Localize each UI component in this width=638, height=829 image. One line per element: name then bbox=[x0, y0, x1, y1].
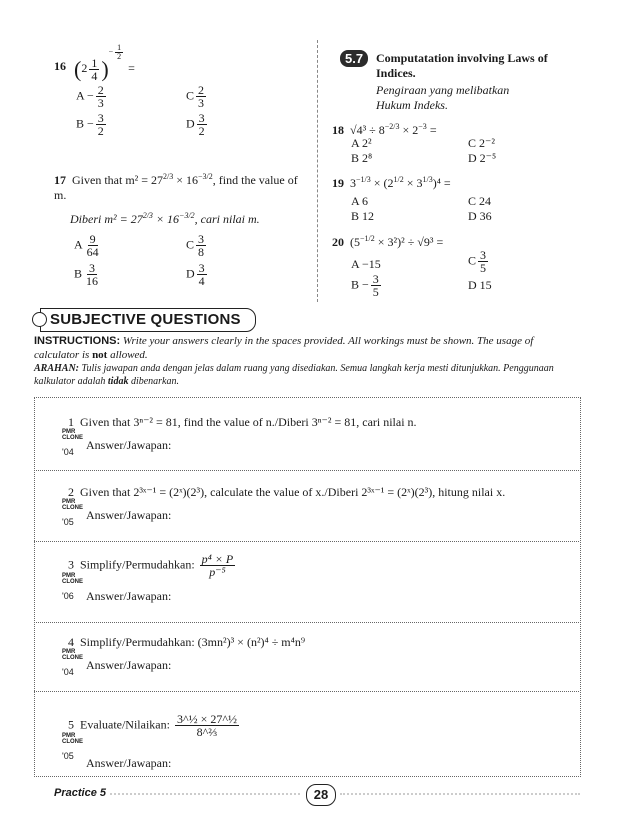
pmr-clone-badge: PMR CLONE bbox=[62, 499, 83, 511]
q17-option-c[interactable]: C $\frac{3}{8}$ bbox=[186, 232, 205, 259]
footer-label: Practice 5 bbox=[54, 787, 106, 799]
pmr-clone-badge: PMR CLONE bbox=[62, 733, 83, 745]
q17-option-d[interactable]: D $\frac{3}{4}$ bbox=[186, 261, 205, 288]
q19-option-c[interactable]: C 24 bbox=[468, 194, 492, 208]
q18-option-c[interactable]: C 2⁻² bbox=[468, 136, 495, 150]
circle-icon bbox=[32, 312, 47, 327]
footer-rule bbox=[340, 793, 580, 797]
item-3-answer-label: Answer/Jawapan: bbox=[86, 589, 172, 603]
item-4-answer-label: Answer/Jawapan: bbox=[86, 658, 172, 672]
q16-option-c[interactable]: C $\frac{2}{3}$ bbox=[186, 83, 205, 110]
item-5-answer-field[interactable] bbox=[180, 740, 570, 772]
q17-stem-malay: Diberi $m^2 = 27^{2/3} \times 16^{-3/2}$, cari nilai m. bbox=[70, 211, 260, 226]
q16-option-d[interactable]: D $\frac{3}{2}$ bbox=[186, 111, 205, 138]
q18-stem: 18 $√4^3 \div 8^{-2/3} \times 2^{-3}$ = bbox=[332, 122, 437, 137]
row-separator bbox=[34, 691, 579, 692]
q16-expression: (2 $\frac{1}{4}$ )− $\frac{1}{2}$ = bbox=[74, 43, 135, 83]
item-1-year: '04 bbox=[62, 447, 74, 457]
item-3-question: 3 Simplify/Permudahkan: $\frac{\text{p⁴ × P}}{\text{p⁻⁵}}$ bbox=[68, 552, 234, 579]
item-4-question: 4 Simplify/Permudahkan: (3mn²)³ × (n²)⁴ ÷ m⁴n⁹ bbox=[68, 635, 306, 649]
q17-option-b[interactable]: B $\frac{3}{16}$ bbox=[74, 261, 99, 288]
item-4-year: '04 bbox=[62, 667, 74, 677]
q18-option-d[interactable]: D 2⁻⁵ bbox=[468, 151, 497, 165]
q18-option-a[interactable]: A 2² bbox=[351, 136, 372, 150]
q16-option-a[interactable]: A − $\frac{2}{3}$ bbox=[76, 83, 104, 110]
section-title: Computatation involving Laws of Indices. bbox=[376, 51, 548, 80]
item-2-answer-field[interactable] bbox=[160, 500, 570, 536]
arahan: ARAHAN: Tulis jawapan anda dengan jelas dalam ruang yang disediakan. Semua langkah kerja mesti ditunjukkan. Penggunaan kalkulator adalah tidak dibenarkan. bbox=[34, 363, 554, 387]
item-3-year: '06 bbox=[62, 591, 74, 601]
q16-option-b[interactable]: B − $\frac{3}{2}$ bbox=[76, 111, 104, 138]
section-badge: 5.7 bbox=[340, 50, 368, 68]
q19-option-b[interactable]: B 12 bbox=[351, 209, 375, 223]
q20-option-a[interactable]: A −15 bbox=[351, 257, 381, 271]
q20-option-b[interactable]: B − $\frac{3}{5}$ bbox=[351, 272, 379, 299]
item-1-answer-field[interactable] bbox=[160, 430, 570, 466]
pmr-clone-badge: PMR CLONE bbox=[62, 573, 83, 585]
q16-number: 16 bbox=[54, 59, 66, 73]
q19-stem: 19 $3^{-1/3} \times (2^{1/2} \times 3^{1/3})^4$ = bbox=[332, 175, 451, 190]
item-2-question: 2 Given that 2³ˣ⁻¹ = (2ˣ)(2³), calculate the value of x./Diberi 2³ˣ⁻¹ = (2ˣ)(2³), hitung nilai x. bbox=[68, 485, 506, 499]
q20-option-c[interactable]: C $\frac{3}{5}$ bbox=[468, 248, 487, 275]
section-title-malay: Pengiraan yang melibatkan Hukum Indeks. bbox=[376, 83, 510, 112]
item-1-answer-label: Answer/Jawapan: bbox=[86, 438, 172, 452]
q19-option-a[interactable]: A 6 bbox=[351, 194, 369, 208]
item-4-answer-field[interactable] bbox=[160, 650, 570, 688]
q20-stem: 20 $(5^{-1/2} \times 3^2)^2 \div √9^3$ = bbox=[332, 234, 444, 249]
item-5-question: 5 Evaluate/Nilaikan: $\frac{\text{3\textasciicircum{}½ × 27\textasciicircum{}½}}{\text{8\textasciicircum{}⅔}}$ bbox=[68, 712, 237, 739]
q17-option-a[interactable]: A $\frac{9}{64}$ bbox=[74, 232, 99, 259]
q18-option-b[interactable]: B 2⁸ bbox=[351, 151, 373, 165]
page-number: 28 bbox=[306, 784, 336, 806]
item-2-year: '05 bbox=[62, 517, 74, 527]
row-separator bbox=[34, 541, 579, 542]
row-separator bbox=[34, 470, 579, 471]
item-5-answer-label: Answer/Jawapan: bbox=[86, 756, 172, 770]
instructions: INSTRUCTIONS: Write your answers clearly in the spaces provided. All workings must be shown. The usage of calculator is not allowed. bbox=[34, 335, 534, 361]
pmr-clone-badge: PMR CLONE bbox=[62, 429, 83, 441]
item-3-answer-field[interactable] bbox=[160, 580, 570, 618]
item-2-answer-label: Answer/Jawapan: bbox=[86, 508, 172, 522]
subjective-title: SUBJECTIVE QUESTIONS bbox=[50, 311, 241, 328]
column-divider bbox=[317, 40, 318, 302]
q17-stem: 17 Given that $m^2 = 27^{2/3} \times 16^{-3/2}$, find the value of m. bbox=[54, 172, 298, 202]
q20-option-d[interactable]: D 15 bbox=[468, 278, 492, 292]
footer-rule bbox=[110, 793, 300, 797]
item-1-question: 1 Given that 3ⁿ⁻² = 81, find the value of n./Diberi 3ⁿ⁻² = 81, cari nilai n. bbox=[68, 415, 417, 429]
row-separator bbox=[34, 622, 579, 623]
pmr-clone-badge: PMR CLONE bbox=[62, 649, 83, 661]
q19-option-d[interactable]: D 36 bbox=[468, 209, 492, 223]
item-5-year: '05 bbox=[62, 751, 74, 761]
